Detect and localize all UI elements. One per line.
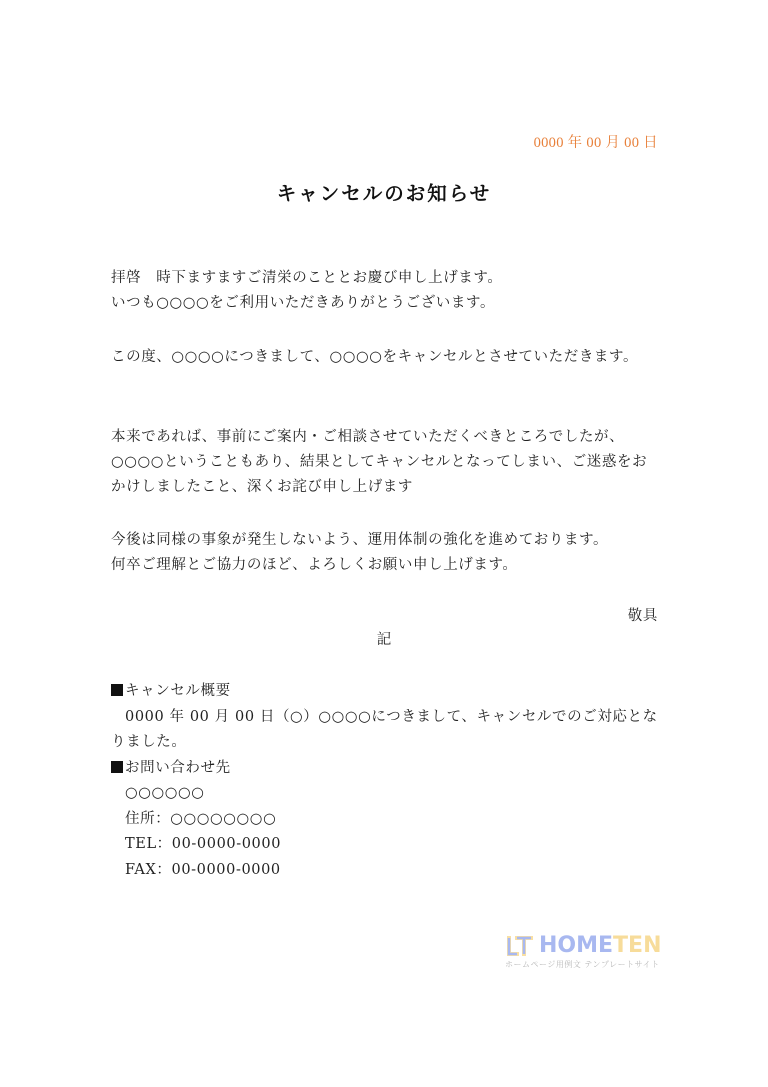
square-bullet-icon [111,684,123,696]
logo-home-text: HOME [539,933,614,958]
contact-fax: FAX：00-0000-0000 [125,861,281,878]
greeting-line: いつも○○○○をご利用いただきありがとうございます。 [111,295,496,311]
hometen-logo [503,932,663,972]
document-date: 0000 年 00 月 00 日 [533,135,658,151]
summary-heading-label: キャンセル概要 [125,683,231,699]
paragraph-text: 本来であれば、事前にご案内・ご相談させていただくべきところでしたが、○○○○ということもあり、結果としてキャンセルとなってしまい、ご迷惑をおかけしましたこと、深くお詫び申し上げます [111,429,648,495]
contact-name: ○○○○○○ [125,785,205,801]
logo-ten-text: TEN [613,933,662,958]
details-section [111,679,659,883]
hometen-logo-text [539,932,662,960]
greeting-line: 拝啓 時下ますますご清栄のこととお慶び申し上げます。 [111,270,503,286]
greeting-block [111,266,659,316]
paragraph-future [111,528,659,578]
paragraph-apology [111,425,659,500]
paragraph-line: 何卒ご理解とご協力のほど、よろしくお願い申し上げます。 [111,557,518,573]
paragraph-line: 今後は同様の事象が発生しないよう、運用体制の強化を進めております。 [111,532,609,548]
contact-heading-label: お問い合わせ先 [125,759,231,776]
hometen-logo-mark-icon [505,934,535,958]
contact-heading [111,756,659,782]
summary-heading [111,679,659,705]
logo-subtitle: ホームページ用例文 テンプレートサイト [505,960,660,969]
paragraph-text: この度、○○○○につきまして、○○○○をキャンセルとさせていただきます。 [111,349,639,365]
document-title: キャンセルのお知らせ [276,182,492,205]
contact-tel: TEL：00-0000-0000 [125,836,282,852]
paragraph-cancel-notice [111,345,659,370]
summary-text [111,705,659,756]
contact-address: 住所：○○○○○○○○ [125,810,277,827]
ki-heading: 記 [376,632,392,648]
summary-text-content: 0000 年 00 月 00 日（○）○○○○につきまして、キャンセルでのご対応となりました。 [111,708,658,750]
closing-remark: 敬具 [627,608,658,624]
square-bullet-icon [111,761,123,773]
